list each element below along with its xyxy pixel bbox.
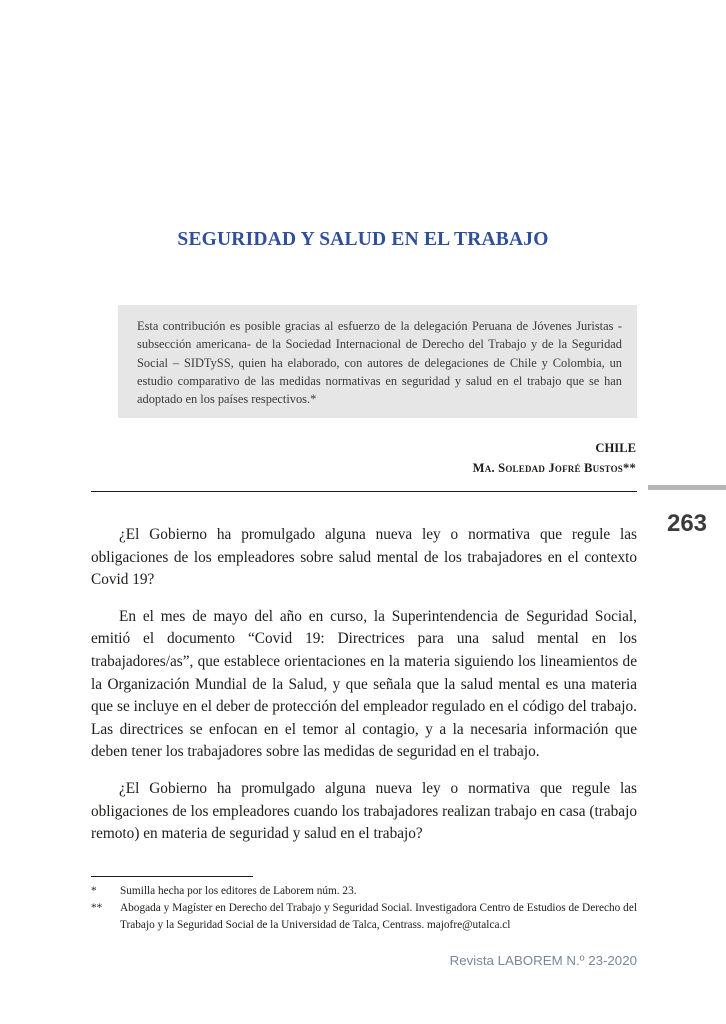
paragraph-2: En el mes de mayo del año en curso, la Superintendencia de Seguridad Social, emitió el documento “Covid 19: Directrices para una salud mental en los trabajadores/as”, que establece orientaciones en la materia siguiendo los lineamientos de la Organización Mundial de la Salud, y que señala que la salud mental es una materia que se incluye en el deber de protección del empleador regulado en el código del trabajo. Las directrices se enfocan en el temor al contagio, y a la necesaria información que deben tener los trabajadores sobre las medidas de seguridad en el trabajo.: [91, 607, 637, 761]
footnote-text: Abogada y Magíster en Derecho del Trabajo y Seguridad Social. Investigadora Centro de Estudios de Derecho del Trabajo y la Seguridad Social de la Universidad de Talca, Centrass. majofre@utalca.cl: [120, 902, 637, 931]
footnote-mark: **: [91, 902, 103, 914]
page-side-tab: [648, 485, 726, 490]
journal-footer: Revista LABOREM N.º 23-2020: [449, 953, 637, 968]
body-text: [91, 524, 637, 860]
page-number: 263: [666, 510, 708, 537]
header-rule: [91, 491, 637, 492]
country-heading: CHILE: [595, 441, 636, 455]
paragraph-3: ¿El Gobierno ha promulgado alguna nueva ley o normativa que regule las obligaciones de los empleadores cuando los trabajadores realizan trabajo en casa (trabajo remoto) en materia de seguridad y salud en el trabajo?: [91, 779, 637, 843]
author-name: Ma. Soledad Jofré Bustos**: [472, 461, 636, 475]
footnote-1: [91, 883, 637, 900]
footnotes: [91, 883, 637, 934]
footnote-mark: *: [91, 885, 97, 897]
article-title: SEGURIDAD Y SALUD EN EL TRABAJO: [177, 229, 549, 250]
footnote-2: [91, 900, 637, 934]
paragraph-1: ¿El Gobierno ha promulgado alguna nueva ley o normativa que regule las obligaciones de los empleadores sobre salud mental de los trabajadores en el contexto Covid 19?: [91, 526, 637, 589]
footnote-rule: [91, 876, 253, 877]
intro-text: Esta contribución es posible gracias al esfuerzo de la delegación Peruana de Jóvenes Juristas -subsección americana- de la Sociedad Internacional de Derecho del Trabajo y de la Seguridad Social – SIDTySS, quien ha elaborado, con autores de delegaciones de Chile y Colombia, un estudio comparativo de las medidas normativas en seguridad y salud en el trabajo que se han adoptado en los países respectivos.*: [137, 319, 622, 407]
intro-box: [118, 305, 637, 418]
footnote-text: Sumilla hecha por los editores de Laborem núm. 23.: [120, 885, 357, 897]
